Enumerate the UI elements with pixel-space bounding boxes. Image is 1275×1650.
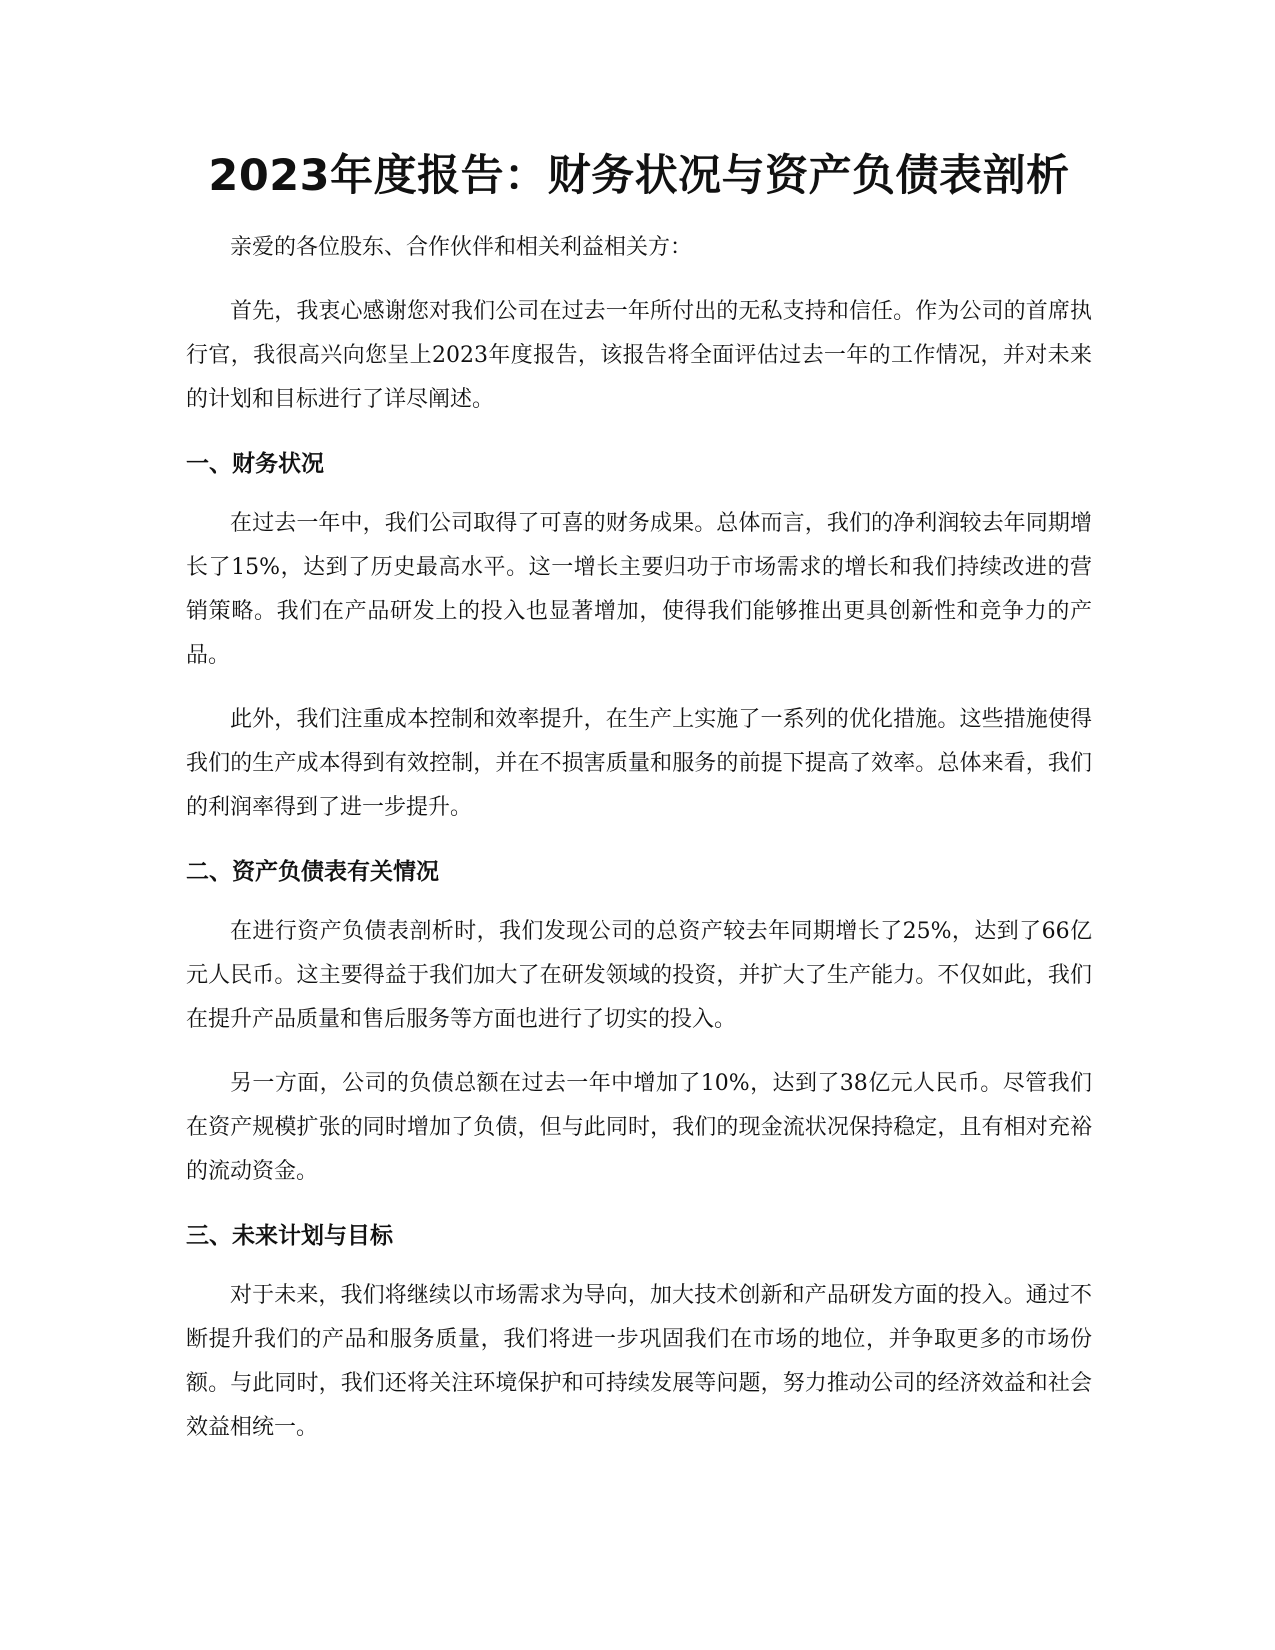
section-future-plans bbox=[186, 1214, 1092, 1450]
section-heading: 一、财务状况 bbox=[186, 451, 324, 477]
body-paragraph: 另一方面，公司的负债总额在过去一年中增加了10%，达到了38亿元人民币。尽管我们在资产规模扩张的同时增加了负债，但与此同时，我们的现金流状况保持稳定，且有相对充裕的流动资金。 bbox=[186, 1071, 1092, 1184]
body-paragraph: 在过去一年中，我们公司取得了可喜的财务成果。总体而言，我们的净利润较去年同期增长了15%，达到了历史最高水平。这一增长主要归功于市场需求的增长和我们持续改进的营销策略。我们在产品研发上的投入也显著增加，使得我们能够推出更具创新性和竞争力的产品。 bbox=[186, 511, 1092, 668]
section-financial-status bbox=[186, 442, 1092, 830]
document-body bbox=[186, 146, 1092, 1470]
intro-paragraph: 首先，我衷心感谢您对我们公司在过去一年所付出的无私支持和信任。作为公司的首席执行官，我很高兴向您呈上2023年度报告，该报告将全面评估过去一年的工作情况，并对未来的计划和目标进行了详尽阐述。 bbox=[186, 299, 1092, 412]
section-balance-sheet bbox=[186, 850, 1092, 1194]
body-paragraph: 此外，我们注重成本控制和效率提升，在生产上实施了一系列的优化措施。这些措施使得我们的生产成本得到有效控制，并在不损害质量和服务的前提下提高了效率。总体来看，我们的利润率得到了进一步提升。 bbox=[186, 707, 1092, 820]
document-title: 2023年度报告：财务状况与资产负债表剖析 bbox=[208, 151, 1070, 201]
salutation-paragraph: 亲爱的各位股东、合作伙伴和相关利益相关方： bbox=[230, 235, 693, 260]
section-heading: 二、资产负债表有关情况 bbox=[186, 859, 439, 885]
body-paragraph: 在进行资产负债表剖析时，我们发现公司的总资产较去年同期增长了25%，达到了66亿元人民币。这主要得益于我们加大了在研发领域的投资，并扩大了生产能力。不仅如此，我们在提升产品质量和售后服务等方面也进行了切实的投入。 bbox=[186, 919, 1092, 1032]
body-paragraph: 对于未来，我们将继续以市场需求为导向，加大技术创新和产品研发方面的投入。通过不断提升我们的产品和服务质量，我们将进一步巩固我们在市场的地位，并争取更多的市场份额。与此同时，我们还将关注环境保护和可持续发展等问题，努力推动公司的经济效益和社会效益相统一。 bbox=[186, 1283, 1092, 1440]
section-heading: 三、未来计划与目标 bbox=[186, 1223, 393, 1249]
